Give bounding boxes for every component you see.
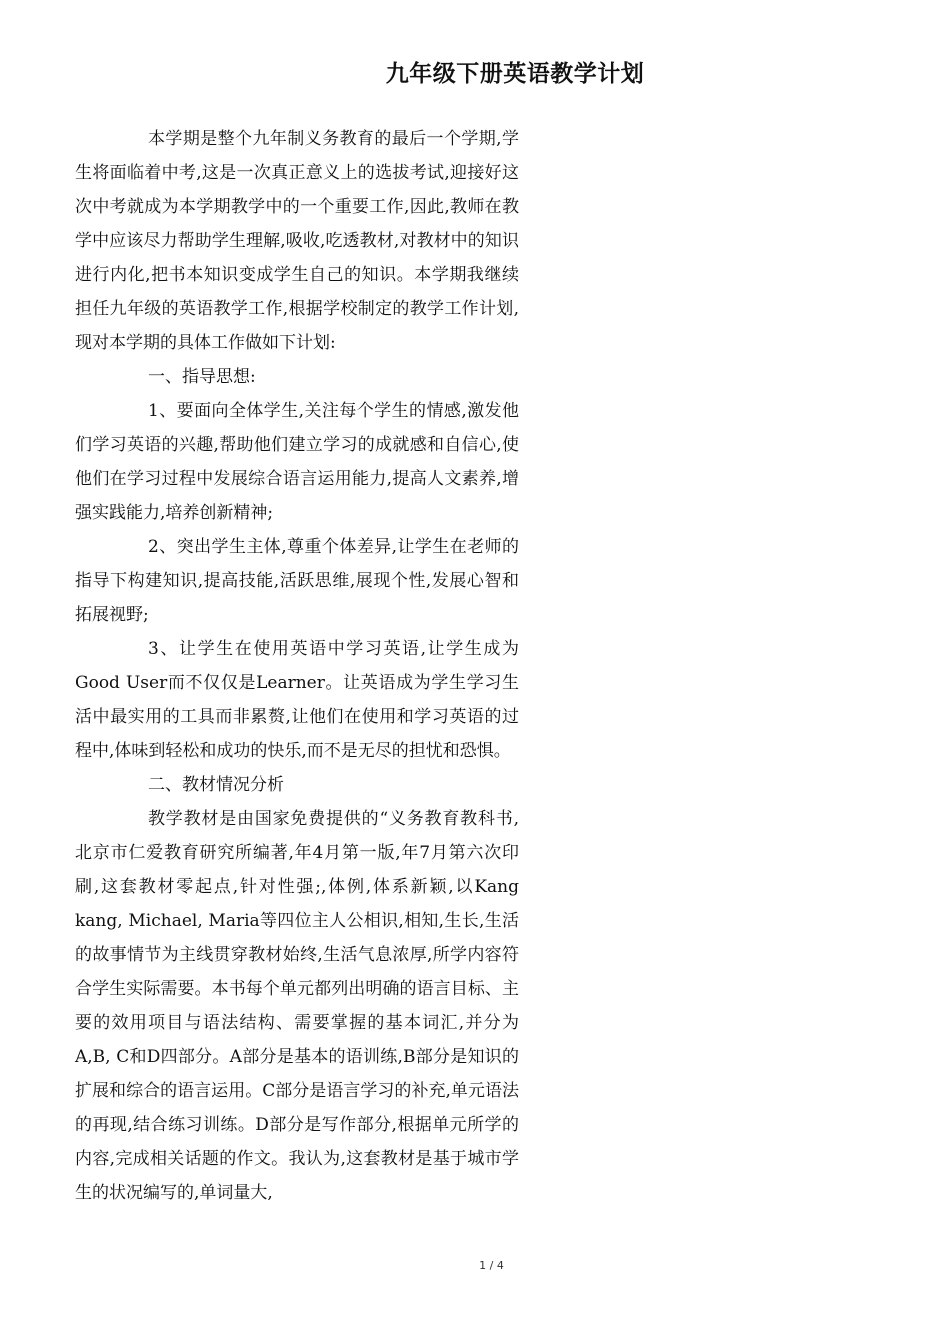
paragraph-textbook-analysis: 教学教材是由国家免费提供的“义务教育教科书,北京市仁爱教育研究所编著,年4月第一版,年7月第六次印刷,这套教材零起点,针对性强;,体例,体系新颖,以Kang kang, Michael, Maria等四位主人公相识,相知,生长,生活的故事情节为主线贯穿教材始终,生活气息浓厚,所学内容符合学生实际需要。本书每个单元都列出明确的语言目标、主要的效用项目与语法结构、需要掌握的基本词汇,并分为A,B, C和D四部分。A部分是基本的语训练,B部分是知识的扩展和综合的语言运用。C部分是语言学习的补充,单元语法的再现,结合练习训练。D部分是写作部分,根据单元所学的内容,完成相关话题的作文。我认为,这套教材是基于城市学生的状况编写的,单词量大, xyxy=(75,809,519,1203)
document-title: 九年级下册英语教学计划 xyxy=(385,61,645,87)
section-heading-guiding-ideology: 一、指导思想: xyxy=(148,367,256,387)
paragraph-point-3: 3、让学生在使用英语中学习英语,让学生成为Good User而不仅仅是Learner。让英语成为学生学习生活中最实用的工具而非累赘,让他们在使用和学习英语的过程中,体味到轻松和成功的快乐,而不是无尽的担忧和恐惧。 xyxy=(75,639,519,761)
page-number: 1 / 4 xyxy=(479,1259,504,1272)
paragraph-intro: 本学期是整个九年制义务教育的最后一个学期,学生将面临着中考,这是一次真正意义上的选拔考试,迎接好这次中考就成为本学期教学中的一个重要工作,因此,教师在教学中应该尽力帮助学生理解,吸收,吃透教材,对教材中的知识进行内化,把书本知识变成学生自己的知识。本学期我继续担任九年级的英语教学工作,根据学校制定的教学工作计划,现对本学期的具体工作做如下计划: xyxy=(75,129,519,353)
paragraph-point-2: 2、突出学生主体,尊重个体差异,让学生在老师的指导下构建知识,提高技能,活跃思维,展现个性,发展心智和拓展视野; xyxy=(75,537,519,625)
document-body xyxy=(75,122,519,1210)
paragraph-point-1: 1、要面向全体学生,关注每个学生的情感,激发他们学习英语的兴趣,帮助他们建立学习的成就感和自信心,使他们在学习过程中发展综合语言运用能力,提高人文素养,增强实践能力,培养创新精神; xyxy=(75,401,519,523)
section-heading-textbook-analysis: 二、教材情况分析 xyxy=(148,775,284,795)
